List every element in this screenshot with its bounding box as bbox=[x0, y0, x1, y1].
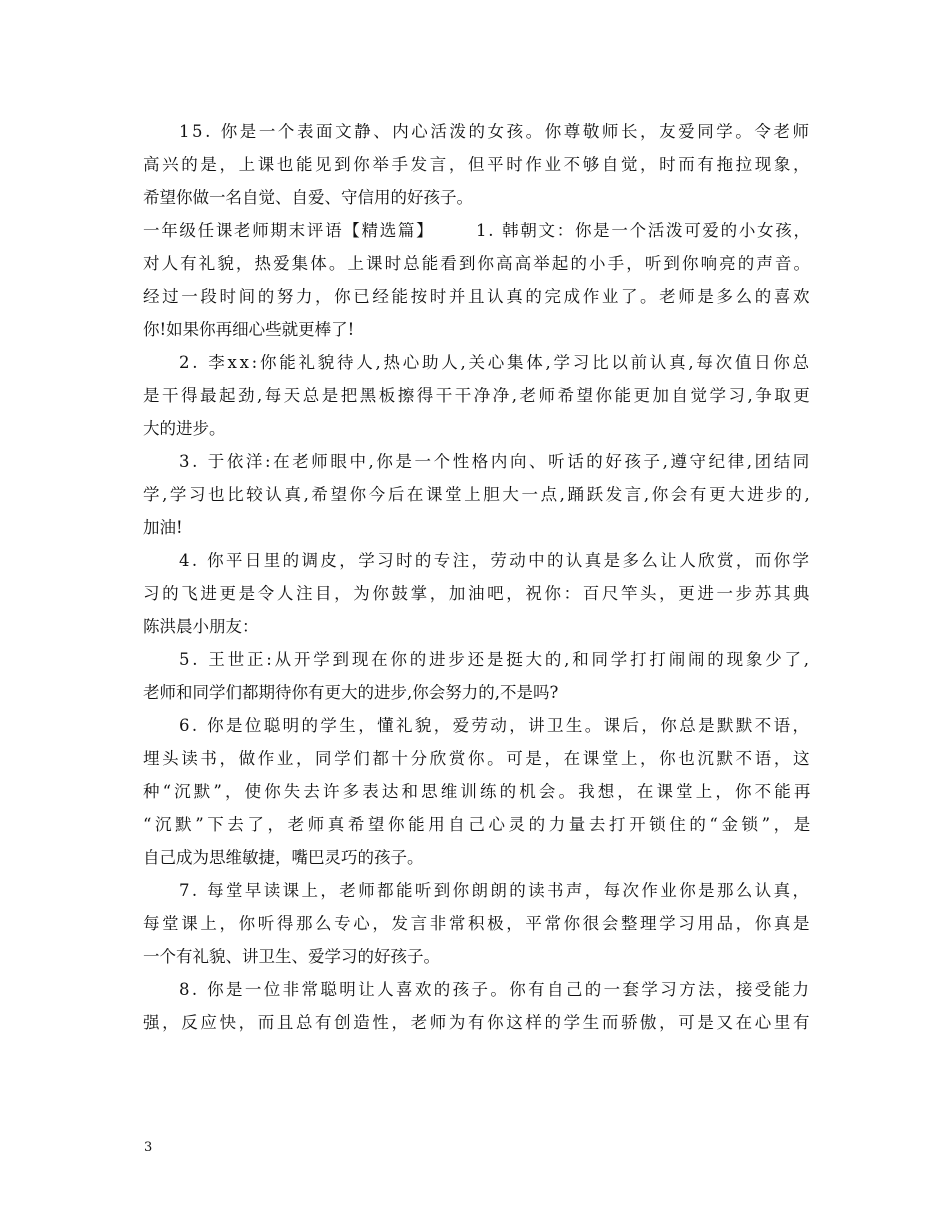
text-line: 5. 王世正:从开学到现在你的进步还是挺大的,和同学打打闹闹的现象少了, bbox=[179, 650, 812, 669]
text-line: 希望你做一名自觉、自爱、守信用的好孩子。 bbox=[143, 188, 473, 207]
page-number: 3 bbox=[144, 1140, 153, 1155]
text-line: 每堂课上，你听得那么专心，发言非常积极，平常你很会整理学习用品，你真是 bbox=[143, 914, 813, 933]
text-line: 你!如果你再细心些就更棒了! bbox=[143, 320, 355, 339]
text-line: 大的进步。 bbox=[143, 419, 226, 438]
text-line: 经过一段时间的努力，你已经能按时并且认真的完成作业了。老师是多么的喜欢 bbox=[143, 287, 813, 306]
text-line: 习的飞进更是令人注目，为你鼓掌，加油吧，祝你：百尺竿头，更进一步苏其典 bbox=[143, 584, 813, 603]
text-line: 是干得最起劲,每天总是把黑板擦得干干净净,老师希望你能更加自觉学习,争取更 bbox=[143, 386, 813, 405]
text-line: 老师和同学们都期待你有更大的进步,你会努力的,不是吗? bbox=[143, 683, 559, 702]
text-line: 陈洪晨小朋友： bbox=[143, 617, 259, 636]
text-line: 种“沉默”，使你失去许多表达和思维训练的机会。我想，在课堂上，你不能再 bbox=[143, 782, 814, 801]
text-line: 7. 每堂早读课上，老师都能听到你朗朗的读书声，每次作业你是那么认真， bbox=[179, 881, 812, 900]
text-line: 6. 你是位聪明的学生，懂礼貌，爱劳动，讲卫生。课后，你总是默默不语， bbox=[179, 716, 812, 735]
text-line: 2. 李xx:你能礼貌待人,热心助人,关心集体,学习比以前认真,每次值日你总 bbox=[179, 353, 812, 372]
text-line: 强，反应快，而且总有创造性，老师为有你这样的学生而骄傲，可是又在心里有 bbox=[143, 1013, 813, 1032]
text-line: 高兴的是，上课也能见到你举手发言，但平时作业不够自觉，时而有拖拉现象， bbox=[143, 155, 813, 174]
text-line: 4. 你平日里的调皮，学习时的专注，劳动中的认真是多么让人欣赏，而你学 bbox=[179, 551, 812, 570]
text-line: 3. 于依洋:在老师眼中,你是一个性格内向、听话的好孩子,遵守纪律,团结同 bbox=[179, 452, 812, 471]
text-line: 8. 你是一位非常聪明让人喜欢的孩子。你有自己的一套学习方法，接受能力 bbox=[179, 980, 812, 999]
text-line: “沉默”下去了，老师真希望你能用自己心灵的力量去打开锁住的“金锁”，是 bbox=[143, 815, 814, 834]
text-line: 加油! bbox=[143, 518, 183, 537]
section-heading-line: 一年级任课老师期末评语【精选篇】 1. 韩朝文：你是一个活泼可爱的小女孩， bbox=[143, 221, 812, 240]
text-line: 自己成为思维敏捷，嘴巴灵巧的孩子。 bbox=[143, 848, 424, 867]
text-line: 埋头读书，做作业，同学们都十分欣赏你。可是，在课堂上，你也沉默不语，这 bbox=[143, 749, 813, 768]
text-line: 一个有礼貌、讲卫生、爱学习的好孩子。 bbox=[143, 947, 440, 966]
text-line: 15. 你是一个表面文静、内心活泼的女孩。你尊敬师长，友爱同学。令老师 bbox=[179, 122, 812, 141]
text-line: 学,学习也比较认真,希望你今后在课堂上胆大一点,踊跃发言,你会有更大进步的, bbox=[143, 485, 813, 504]
text-line: 对人有礼貌，热爱集体。上课时总能看到你高高举起的小手，听到你响亮的声音。 bbox=[143, 254, 813, 273]
